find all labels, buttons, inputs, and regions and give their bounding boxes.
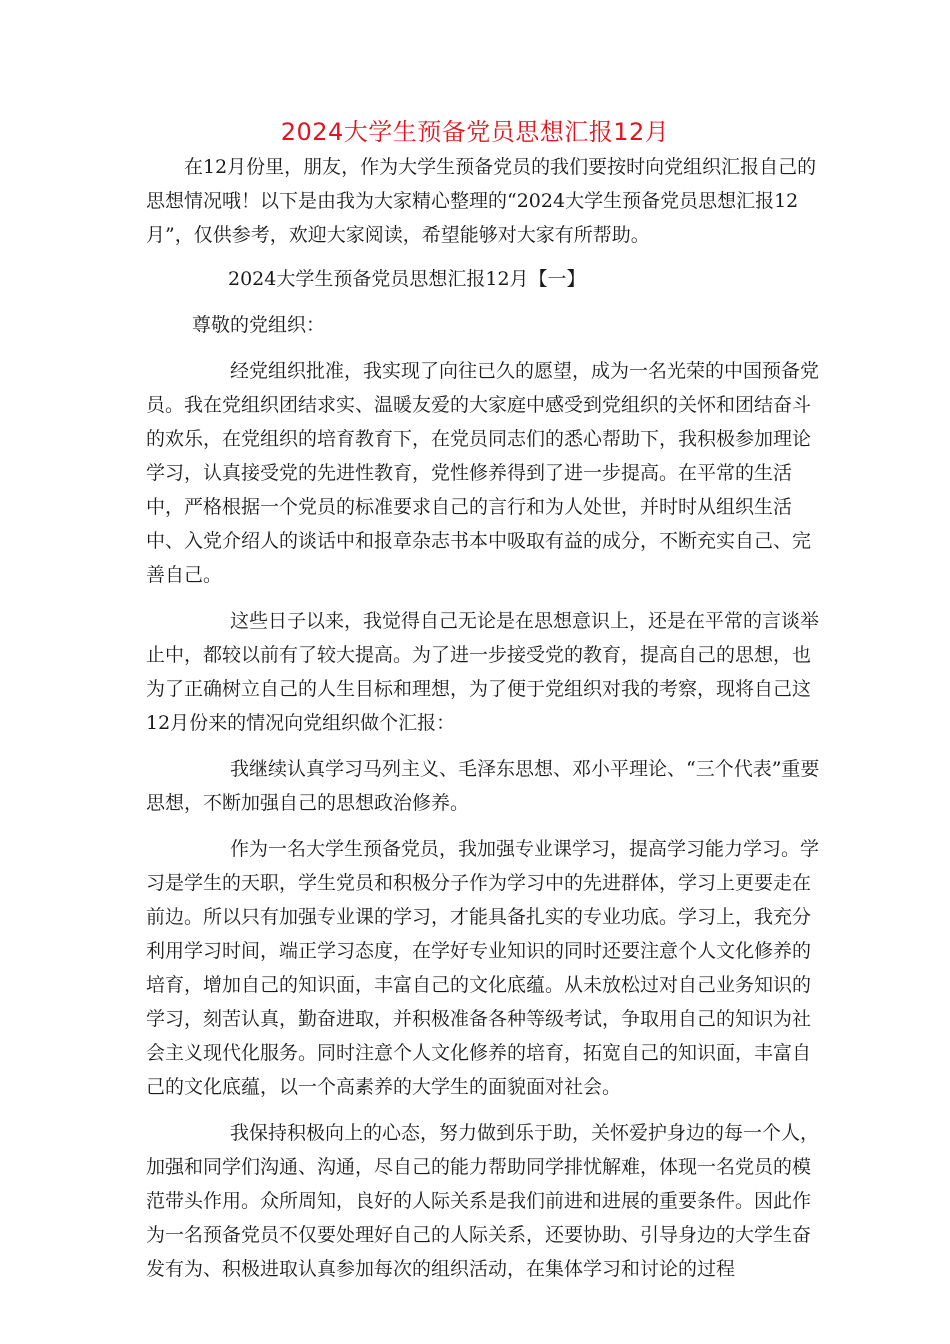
- body-paragraph: 经党组织批准，我实现了向往已久的愿望，成为一名光荣的中国预备党员。我在党组织团结求实、温暖友爱的大家庭中感受到党组织的关怀和团结奋斗的欢乐，在党组织的培育教育下，在党员同志们的悉心帮助下，我积极参加理论学习，认真接受党的先进性教育，党性修养得到了进一步提高。在平常的生活中，严格根据一个党员的标准要求自己的言行和为人处世，并时时从组织生活中、入党介绍人的谈话中和报章杂志书本中吸取有益的成分，不断充实自己、完善自己。: [146, 360, 820, 586]
- section-heading: 2024大学生预备党员思想汇报12月【一】: [228, 268, 586, 290]
- body-paragraph: 我保持积极向上的心态，努力做到乐于助，关怀爱护身边的每一个人，加强和同学们沟通、沟通，尽自己的能力帮助同学排忧解难，体现一名党员的模范带头作用。众所周知，良好的人际关系是我们前进和进展的重要条件。因此作为一名预备党员不仅要处理好自己的人际关系，还要协助、引导身边的大学生奋发有为、积极进取认真参加每次的组织活动，在集体学习和讨论的过程: [146, 1122, 820, 1280]
- body-paragraph: 这些日子以来，我觉得自己无论是在思想意识上，还是在平常的言谈举止中，都较以前有了较大提高。为了进一步接受党的教育，提高自己的思想，也为了正确树立自己的人生目标和理想，为了便于党组织对我的考察，现将自己这12月份来的情况向党组织做个汇报：: [146, 610, 820, 734]
- body-paragraph: 作为一名大学生预备党员，我加强专业课学习，提高学习能力学习。学习是学生的天职，学生党员和积极分子作为学习中的先进群体，学习上更要走在前边。所以只有加强专业课的学习，才能具备扎实的专业功底。学习上，我充分利用学习时间，端正学习态度，在学好专业知识的同时还要注意个人文化修养的培育，增加自己的知识面，丰富自己的文化底蕴。从未放松过对自己业务知识的学习，刻苦认真，勤奋进取，并积极准备各种等级考试，争取用自己的知识为社会主义现代化服务。同时注意个人文化修养的培育，拓宽自己的知识面，丰富自己的文化底蕴，以一个高素养的大学生的面貌面对社会。: [146, 838, 820, 1098]
- document-body: [146, 150, 824, 1286]
- document-title: 2024大学生预备党员思想汇报12月: [280, 118, 670, 146]
- intro-paragraph: 在12月份里，朋友，作为大学生预备党员的我们要按时向党组织汇报自己的思想情况哦！以下是由我为大家精心整理的“2024大学生预备党员思想汇报12月”，仅供参考，欢迎大家阅读，希望能够对大家有所帮助。: [146, 156, 817, 246]
- greeting-line: 尊敬的党组织：: [192, 314, 326, 336]
- body-paragraph: 我继续认真学习马列主义、毛泽东思想、邓小平理论、“三个代表”重要思想，不断加强自己的思想政治修养。: [146, 758, 820, 814]
